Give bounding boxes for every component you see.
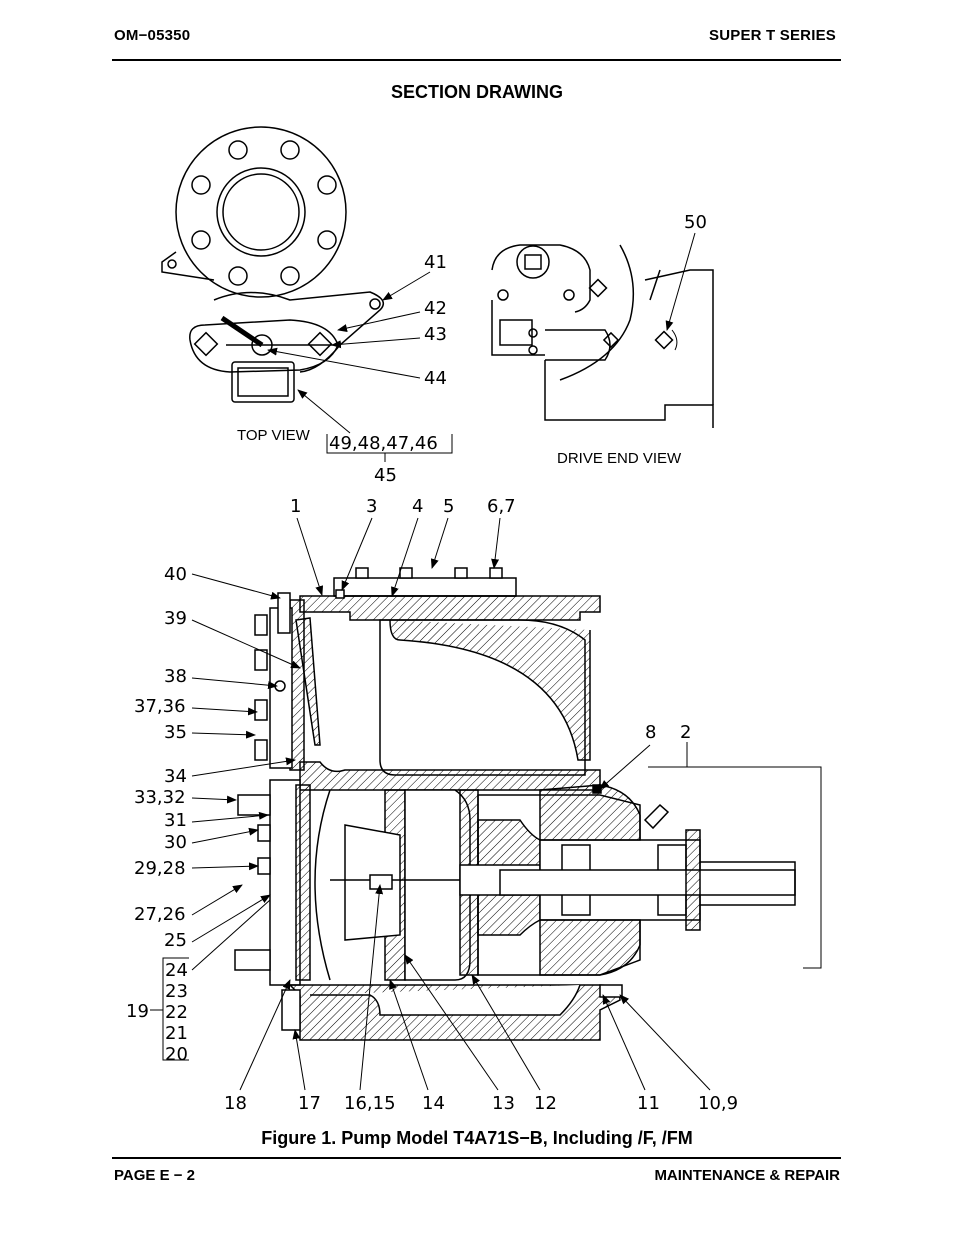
callout-37-36: 37,36 — [134, 696, 186, 717]
callout-45: 45 — [374, 465, 397, 486]
callout-35: 35 — [164, 722, 187, 743]
callout-40: 40 — [164, 564, 187, 585]
callout-3: 3 — [366, 496, 378, 517]
top-view-callouts — [268, 252, 452, 486]
callout-33-32: 33,32 — [134, 787, 186, 808]
callout-6-7: 6,7 — [487, 496, 516, 517]
callout-25: 25 — [164, 930, 187, 951]
callout-50: 50 — [684, 212, 707, 233]
callout-4: 4 — [412, 496, 424, 517]
callout-41: 41 — [424, 252, 447, 273]
callout-42: 42 — [424, 298, 447, 319]
footer-rule — [112, 1157, 841, 1159]
callout-27-26: 27,26 — [134, 904, 186, 925]
callout-18: 18 — [224, 1093, 247, 1114]
callout-5: 5 — [443, 496, 455, 517]
callout-49-48-47-46: 49,48,47,46 — [329, 433, 438, 454]
callout-20: 20 — [165, 1044, 188, 1065]
drive-end-view-label: DRIVE END VIEW — [557, 450, 682, 467]
callout-34: 34 — [164, 766, 187, 787]
callout-21: 21 — [165, 1023, 188, 1044]
callout-29-28: 29,28 — [134, 858, 186, 879]
callout-8: 8 — [645, 722, 657, 743]
callout-17: 17 — [298, 1093, 321, 1114]
top-view-label: TOP VIEW — [237, 427, 310, 444]
callout-13: 13 — [492, 1093, 515, 1114]
callout-12: 12 — [534, 1093, 557, 1114]
callout-1: 1 — [290, 496, 302, 517]
section-name: MAINTENANCE & REPAIR — [654, 1167, 840, 1184]
figure-caption: Figure 1. Pump Model T4A71S−B, Including /F, /FM — [261, 1128, 693, 1148]
doc-number: OM−05350 — [114, 27, 191, 44]
callout-39: 39 — [164, 608, 187, 629]
series-title: SUPER T SERIES — [709, 27, 836, 44]
callout-31: 31 — [164, 810, 187, 831]
page-number: PAGE E − 2 — [114, 1167, 196, 1184]
callout-43: 43 — [424, 324, 447, 345]
callout-19: 19 — [126, 1001, 149, 1022]
drive-end-view — [492, 245, 713, 428]
main-section-view — [235, 568, 795, 1040]
callout-44: 44 — [424, 368, 447, 389]
callout-10-9: 10,9 — [698, 1093, 739, 1114]
callout-38: 38 — [164, 666, 187, 687]
callout-24: 24 — [165, 960, 188, 981]
callout-23: 23 — [165, 981, 188, 1002]
top-view — [162, 127, 383, 402]
callout-14: 14 — [422, 1093, 445, 1114]
callout-16-15: 16,15 — [344, 1093, 396, 1114]
callout-30: 30 — [164, 832, 187, 853]
section-title: SECTION DRAWING — [390, 82, 563, 102]
callout-22: 22 — [165, 1002, 188, 1023]
callout-2: 2 — [680, 722, 692, 743]
callout-11: 11 — [637, 1093, 660, 1114]
